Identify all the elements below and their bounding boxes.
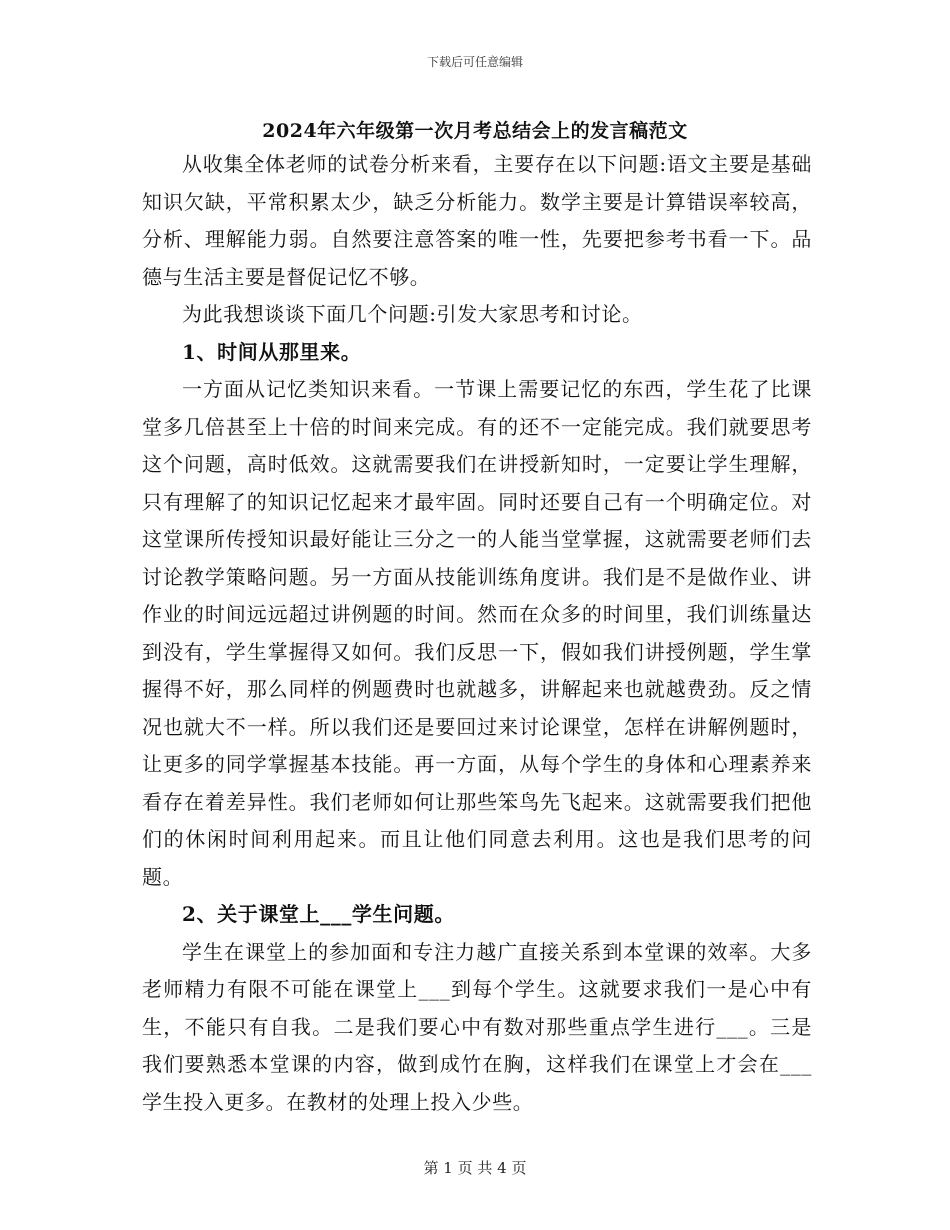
header-note: 下载后可任意编辑 bbox=[426, 55, 523, 69]
section-paragraph-2: 学生在课堂上的参加面和专注力越广直接关系到本堂课的效率。大多老师精力有限不可能在课堂上___到每个学生。这就要求我们一是心中有生，不能只有自我。二是我们要心中有数对那些重点学生进行___。三是我们要熟悉本堂课的内容，做到成竹在胸，这样我们在课堂上才会在___学生投入更多。在教材的处理上投入少些。 bbox=[142, 939, 812, 1114]
document-title: 2024年六年级第一次月考总结会上的发言稿范文 bbox=[262, 120, 688, 142]
section-paragraph-1: 一方面从记忆类知识来看。一节课上需要记忆的东西，学生花了比课堂多几倍甚至上十倍的时间来完成。有的还不一定能完成。我们就要思考这个问题，高时低效。这就需要我们在讲授新知时，一定要让学生理解，只有理解了的知识记忆起来才最牢固。同时还要自己有一个明确定位。对这堂课所传授知识最好能让三分之一的人能当堂掌握，这就需要老师们去讨论教学策略问题。另一方面从技能训练角度讲。我们是不是做作业、讲作业的时间远远超过讲例题的时间。然而在众多的时间里，我们训练量达到没有，学生掌握得又如何。我们反思一下，假如我们讲授例题，学生掌握得不好，那么同样的例题费时也就越多，讲解起来也就越费劲。反之情况也就大不一样。所以我们还是要回过来讨论课堂，怎样在讲解例题时，让更多的同学掌握基本技能。再一方面，从每个学生的身体和心理素养来看存在着差异性。我们老师如何让那些笨鸟先飞起来。这就需要我们把他们的休闲时间利用起来。而且让他们同意去利用。这也是我们思考的问题。 bbox=[142, 377, 812, 889]
paragraph-intro: 从收集全体老师的试卷分析来看，主要存在以下问题:语文主要是基础知识欠缺，平常积累太少，缺乏分析能力。数学主要是计算错误率较高，分析、理解能力弱。自然要注意答案的唯一性，先要把参考书看一下。品德与生活主要是督促记忆不够。 bbox=[142, 152, 812, 289]
section-heading-1: 1、时间从那里来。 bbox=[182, 339, 362, 364]
page-number: 第 1 页 共 4 页 bbox=[423, 1159, 527, 1177]
document-body bbox=[142, 146, 812, 1121]
section-heading-2: 2、关于课堂上___学生问题。 bbox=[182, 902, 455, 926]
paragraph-lead: 为此我想谈谈下面几个问题:引发大家思考和讨论。 bbox=[182, 302, 643, 326]
